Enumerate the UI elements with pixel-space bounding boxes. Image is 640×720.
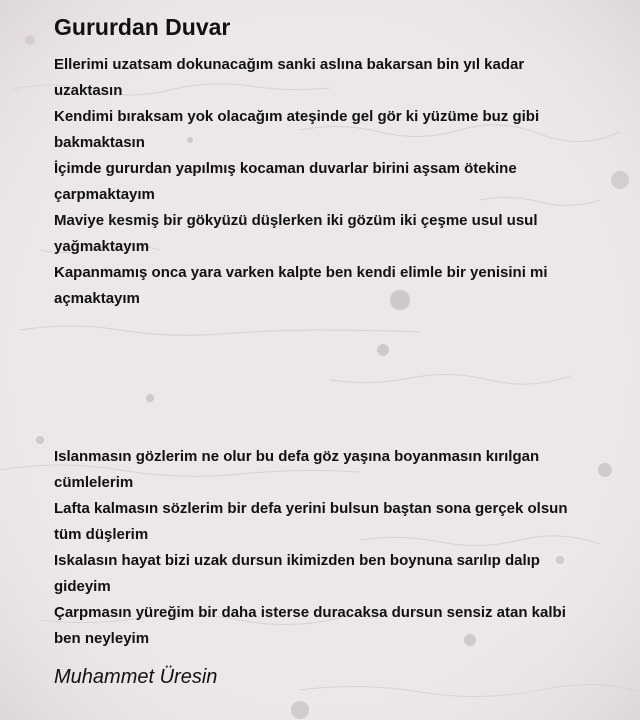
poem-container: [54, 12, 594, 690]
poem-author: Muhammet Üresin: [54, 666, 218, 688]
poem-line: Iskalasın hayat bizi uzak dursun ikimizden ben boynuna sarılıp dalıp gideyim: [54, 552, 540, 595]
poem-line: Kendimi bıraksam yok olacağım ateşinde gel gör ki yüzüme buz gibi bakmaktasın: [54, 108, 540, 151]
stanza-2: [54, 444, 594, 652]
poem-line: Ellerimi uzatsam dokunacağım sanki aslına bakarsan bin yıl kadar uzaktasın: [54, 56, 525, 99]
poem-line: Lafta kalmasın sözlerim bir defa yerini bulsun baştan sona gerçek olsun tüm düşlerim: [54, 500, 568, 543]
poem-line: Kapanmamış onca yara varken kalpte ben kendi elimle bir yenisini mi açmaktayım: [54, 264, 548, 307]
poem-line: Çarpmasın yüreğim bir daha isterse duracaksa dursun sensiz atan kalbi ben neyleyim: [54, 604, 566, 647]
poem-title: Gururdan Duvar: [54, 14, 231, 40]
poem-line: Maviye kesmiş bir gökyüzü düşlerken iki gözüm iki çeşme usul usul yağmaktayım: [54, 212, 538, 255]
poem-line: Islanmasın gözlerim ne olur bu defa göz yaşına boyanmasın kırılgan cümlelerim: [54, 448, 540, 491]
poem-line: İçimde gururdan yapılmış kocaman duvarlar birini aşsam ötekine çarpmaktayım: [54, 160, 517, 203]
stanza-1: [54, 52, 594, 312]
